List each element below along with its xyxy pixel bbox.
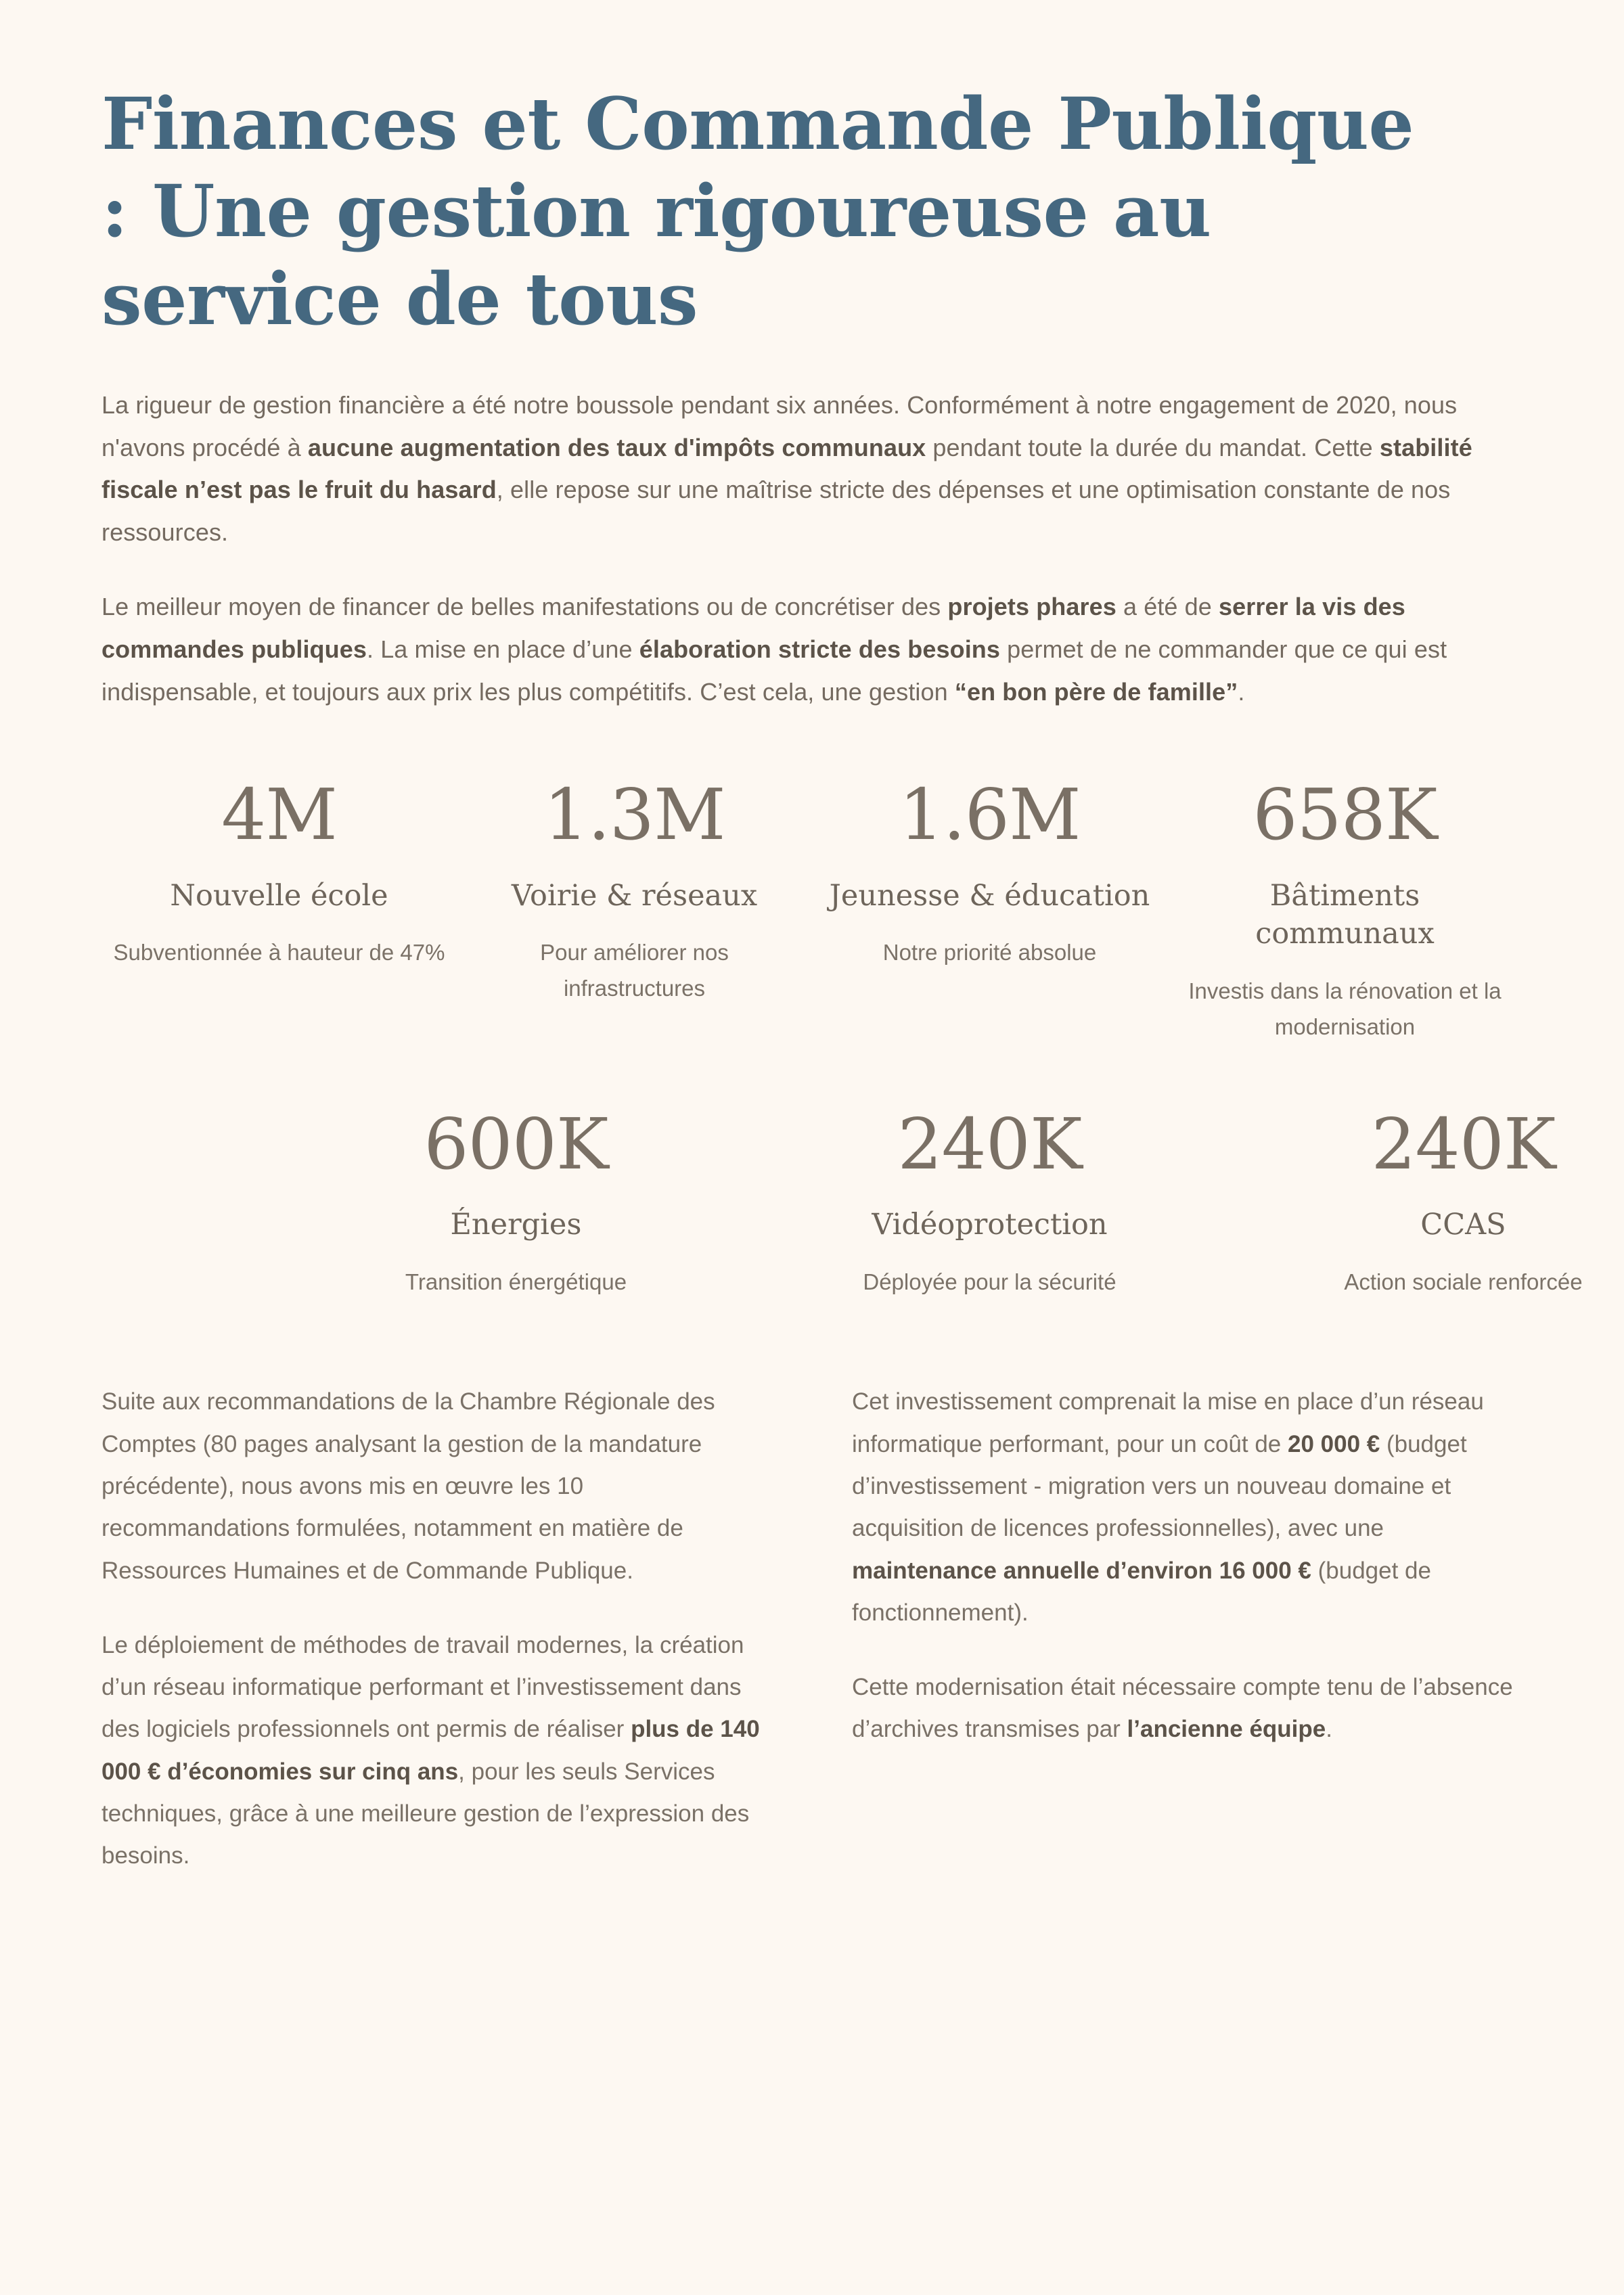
emphasis-text: aucune augmentation des taux d'impôts communaux: [307, 433, 926, 461]
stat-label: Jeunesse & éducation: [829, 878, 1150, 913]
stat-description: Action sociale renforcée: [1344, 1269, 1583, 1294]
emphasis-text: stabilité fiscale n’est pas le fruit du hasard: [102, 433, 1472, 504]
stat-description: Déployée pour la sécurité: [863, 1269, 1116, 1294]
text-run: (budget de fonctionnement).: [852, 1557, 1431, 1626]
stat-card: [1167, 773, 1522, 1045]
text-run: pendant toute la durée du mandat. Cette: [926, 433, 1380, 461]
stat-description: Subventionnée à hauteur de 47%: [113, 940, 445, 965]
text-run: Cet investissement comprenait la mise en place d’un réseau informatique performant, pour un coût de: [852, 1388, 1484, 1457]
two-column-section: [102, 1381, 1522, 1877]
stat-card: [1226, 1102, 1624, 1300]
stat-value: 4M: [221, 773, 337, 857]
intro-section: [102, 384, 1522, 713]
stat-label: Voirie & réseaux: [511, 878, 758, 913]
stat-description: Pour améliorer nos infrastructures: [540, 940, 729, 1001]
text-run: a été de: [1116, 593, 1219, 621]
stat-value: 1.3M: [543, 773, 725, 857]
stat-description: Notre priorité absolue: [882, 940, 1097, 965]
stat-value: 1.6M: [899, 773, 1081, 857]
intro-paragraph-2: [102, 586, 1522, 713]
column-right: [852, 1381, 1522, 1877]
emphasis-text: élaboration stricte des besoins: [639, 635, 1001, 664]
stat-description: Investis dans la rénovation et la modernisation: [1188, 978, 1502, 1039]
stat-value: 240K: [897, 1102, 1082, 1185]
stat-label: Vidéoprotection: [872, 1207, 1108, 1242]
statistics-row-primary: [102, 773, 1522, 1045]
statistics-row-secondary: [102, 1102, 1624, 1300]
stat-value: 240K: [1371, 1102, 1556, 1185]
text-run: Le déploiement de méthodes de travail modernes, la création d’un réseau informatique performant et l’investissement dans des logiciels professionnels ont permis de réaliser: [102, 1631, 744, 1743]
emphasis-text: maintenance annuelle d’environ 16 000 €: [852, 1557, 1311, 1584]
stat-card: [457, 773, 812, 1045]
text-run: (budget d’investissement - migration vers un nouveau domaine et acquisition de licences professionnelles), avec une: [852, 1430, 1467, 1542]
text-run: , elle repose sur une maîtrise stricte des dépenses et une optimisation constante de nos ressources.: [102, 476, 1451, 546]
text-run: Le meilleur moyen de financer de belles manifestations ou de concrétiser des: [102, 593, 948, 621]
stat-card: [279, 1102, 753, 1300]
stat-label: Énergies: [450, 1207, 582, 1242]
text-run: , pour les seuls Services techniques, grâce à une meilleure gestion de l’expression des besoins.: [102, 1758, 750, 1869]
stat-card: [102, 773, 457, 1045]
stat-label: Bâtiments communaux: [1255, 878, 1435, 951]
column-left: [102, 1381, 772, 1877]
stat-value: 658K: [1253, 773, 1437, 857]
stat-label: Nouvelle école: [170, 878, 388, 913]
intro-paragraph-1: [102, 384, 1522, 554]
text-run: . La mise en place d’une: [366, 635, 639, 664]
text-run: Cette modernisation était nécessaire compte tenu de l’absence d’archives transmises par: [852, 1674, 1513, 1743]
stat-description: Transition énergétique: [405, 1269, 627, 1294]
stat-card: [812, 773, 1167, 1045]
left-paragraph-1: Suite aux recommandations de la Chambre Régionale des Comptes (80 pages analysant la gestion de la mandature précédente), nous avons mis en œuvre les 10 recommandations formulées, notamment en matière de Ressources Humaines et de Commande Publique.: [102, 1388, 715, 1584]
text-run: permet de ne commander que ce qui est indispensable, et toujours aux prix les plus compétitifs. C’est cela, une gestion: [102, 635, 1447, 706]
emphasis-text: 20 000 €: [1287, 1430, 1380, 1457]
stat-value: 600K: [424, 1102, 608, 1185]
text-run: .: [1326, 1716, 1332, 1743]
emphasis-text: serrer la vis des commandes publiques: [102, 593, 1405, 664]
emphasis-text: plus de 140 000 € d’économies sur cinq ans: [102, 1716, 760, 1785]
left-paragraph-2: [102, 1624, 772, 1878]
stat-card: [752, 1102, 1226, 1300]
emphasis-text: “en bon père de famille”: [954, 677, 1238, 706]
emphasis-text: projets phares: [947, 593, 1116, 621]
page-title: Finances et Commande Publique : Une gestion rigoureuse au service de tous: [102, 81, 1414, 341]
right-paragraph-2: [852, 1666, 1522, 1751]
text-run: La rigueur de gestion financière a été notre boussole pendant six années. Conformément à notre engagement de 2020, nous n'avons procédé à: [102, 390, 1458, 461]
stat-label: CCAS: [1420, 1207, 1506, 1242]
right-paragraph-1: [852, 1381, 1522, 1634]
text-run: .: [1238, 677, 1245, 706]
emphasis-text: l’ancienne équipe: [1127, 1716, 1326, 1743]
statistics-section: [102, 773, 1583, 1300]
